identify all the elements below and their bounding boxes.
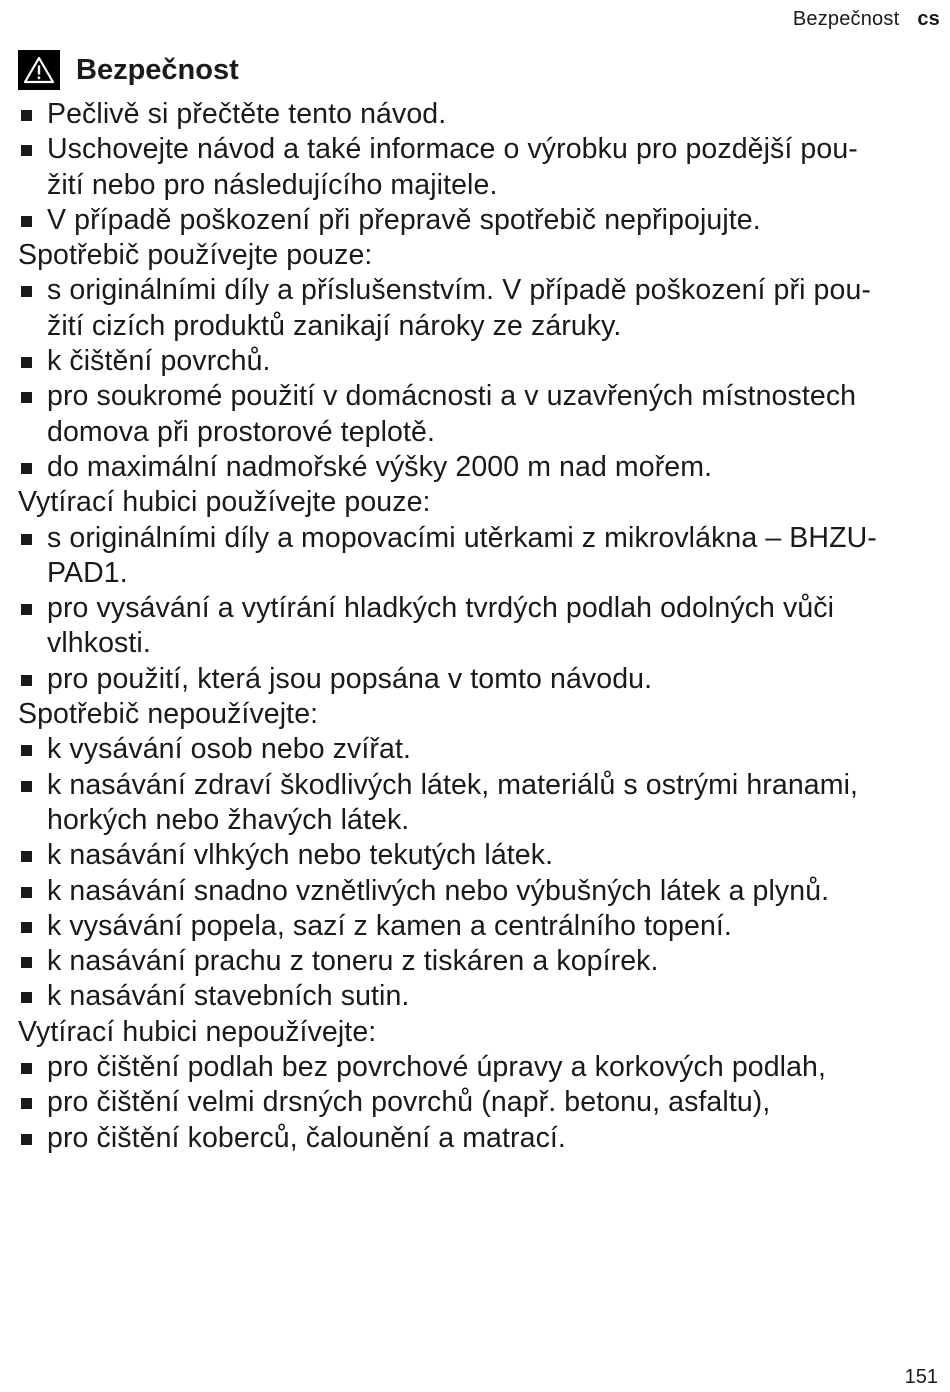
bullet-square-icon	[21, 604, 32, 615]
bullet-square-icon	[21, 992, 32, 1003]
bullet-item-continuation	[18, 309, 942, 344]
bullet-item-continuation	[18, 803, 942, 838]
line-text: pro použití, která jsou popsána v tomto návodu.	[47, 662, 653, 695]
header-section: Bezpečnost	[792, 8, 900, 30]
bullet-item	[18, 273, 942, 308]
bullet-square-icon	[21, 922, 32, 933]
bullet-item	[18, 979, 942, 1014]
bullet-item	[18, 662, 942, 697]
bullet-item	[18, 521, 942, 556]
bullet-item	[18, 344, 942, 379]
line-text: Spotřebič nepoužívejte:	[18, 698, 319, 731]
bullet-square-icon	[21, 887, 32, 898]
paragraph-heading	[18, 1015, 942, 1050]
line-text: pro čištění velmi drsných povrchů (např. betonu, asfaltu),	[47, 1086, 771, 1119]
bullet-item	[18, 1121, 942, 1156]
line-text: Spotřebič používejte pouze:	[18, 239, 373, 272]
paragraph-heading	[18, 485, 942, 520]
page-title: Bezpečnost	[76, 53, 239, 86]
bullet-item	[18, 450, 942, 485]
bullet-item	[18, 768, 942, 803]
bullet-square-icon	[21, 463, 32, 474]
running-header	[793, 8, 940, 31]
bullet-item	[18, 1085, 942, 1120]
line-text: V případě poškození při přepravě spotřebič nepřipojujte.	[47, 203, 761, 236]
bullet-square-icon	[21, 216, 32, 227]
line-text: do maximální nadmořské výšky 2000 m nad mořem.	[47, 450, 713, 483]
line-text: domova při prostorové teplotě.	[47, 415, 435, 448]
line-text: Vytírací hubici používejte pouze:	[18, 486, 431, 519]
bullet-item	[18, 909, 942, 944]
section-title	[18, 50, 239, 90]
line-text: vlhkosti.	[47, 627, 151, 660]
line-text: Uschovejte návod a také informace o výrobku pro pozdější pou-	[47, 133, 858, 166]
bullet-square-icon	[21, 534, 32, 545]
bullet-item-continuation	[18, 168, 942, 203]
page-number: 151	[904, 1366, 938, 1388]
line-text: Vytírací hubici nepoužívejte:	[18, 1015, 377, 1048]
bullet-item-continuation	[18, 556, 942, 591]
bullet-item-continuation	[18, 415, 942, 450]
bullet-square-icon	[21, 851, 32, 862]
bullet-square-icon	[21, 286, 32, 297]
bullet-item	[18, 379, 942, 414]
paragraph-heading	[18, 697, 942, 732]
line-text: k nasávání prachu z toneru z tiskáren a kopírek.	[47, 945, 659, 978]
line-text: Pečlivě si přečtěte tento návod.	[47, 98, 447, 130]
bullet-item	[18, 732, 942, 767]
bullet-square-icon	[21, 1134, 32, 1145]
bullet-item	[18, 838, 942, 873]
bullet-item	[18, 1050, 942, 1085]
line-text: k nasávání snadno vznětlivých nebo výbušných látek a plynů.	[47, 874, 830, 907]
bullet-item	[18, 944, 942, 979]
bullet-square-icon	[21, 781, 32, 792]
bullet-square-icon	[21, 1098, 32, 1109]
bullet-square-icon	[21, 1063, 32, 1074]
line-text: k nasávání stavebních sutin.	[47, 980, 410, 1013]
line-text: PAD1.	[47, 556, 128, 589]
bullet-square-icon	[21, 110, 32, 121]
bullet-item	[18, 874, 942, 909]
line-text: pro vysávání a vytírání hladkých tvrdých podlah odolných vůči	[47, 592, 835, 625]
bullet-item	[18, 97, 942, 132]
paragraph-heading	[18, 238, 942, 273]
warning-triangle-icon	[18, 50, 60, 90]
line-text: k nasávání zdraví škodlivých látek, materiálů s ostrými hranami,	[47, 768, 859, 801]
bullet-item	[18, 132, 942, 167]
line-text: žití nebo pro následujícího majitele.	[47, 168, 498, 201]
line-text: k nasávání vlhkých nebo tekutých látek.	[47, 839, 554, 872]
bullet-square-icon	[21, 675, 32, 686]
line-text: s originálními díly a mopovacími utěrkami z mikrovlákna – BHZU-	[47, 521, 877, 554]
line-text: k čištění povrchů.	[47, 345, 271, 378]
bullet-item	[18, 203, 942, 238]
bullet-item	[18, 591, 942, 626]
line-text: pro čištění podlah bez povrchové úpravy a korkových podlah,	[47, 1051, 827, 1084]
line-text: žití cizích produktů zanikají nároky ze záruky.	[47, 309, 622, 342]
bullet-square-icon	[21, 357, 32, 368]
bullet-square-icon	[21, 745, 32, 756]
line-text: horkých nebo žhavých látek.	[47, 803, 410, 836]
bullet-square-icon	[21, 145, 32, 156]
line-text: s originálními díly a příslušenstvím. V případě poškození při pou-	[47, 274, 871, 307]
line-text: k vysávání osob nebo zvířat.	[47, 733, 411, 766]
safety-text	[18, 97, 942, 1156]
header-language: cs	[917, 8, 940, 30]
bullet-square-icon	[21, 392, 32, 403]
bullet-square-icon	[21, 957, 32, 968]
bullet-item-continuation	[18, 626, 942, 661]
line-text: pro soukromé použití v domácnosti a v uzavřených místnostech	[47, 380, 857, 413]
line-text: k vysávání popela, sazí z kamen a centrálního topení.	[47, 909, 732, 942]
line-text: pro čištění koberců, čalounění a matrací.	[47, 1121, 566, 1154]
